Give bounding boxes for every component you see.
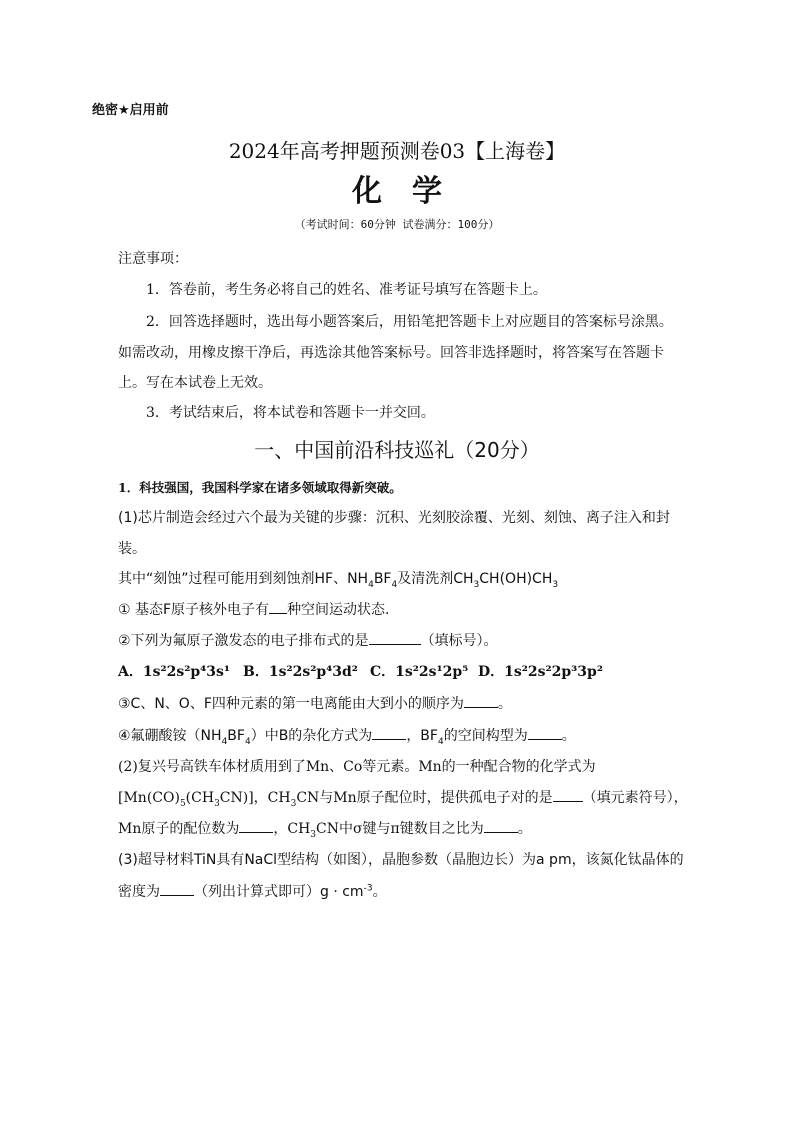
- answer-blank[interactable]: [369, 631, 421, 645]
- confidential-mark: 绝密★启用前: [92, 103, 169, 118]
- answer-blank[interactable]: [553, 788, 583, 802]
- answer-blank[interactable]: [269, 600, 287, 614]
- exam-title: 2024年高考押题预测卷03【上海卷】: [228, 139, 566, 163]
- answer-blank[interactable]: [160, 882, 194, 896]
- q1-part3-line-2: 密度为 （列出计算式即可）$g \cdot cm^{-3}$。: [118, 883, 387, 900]
- notice-item-2-line-2: 如需改动，用橡皮擦干净后，再选涂其他答案标号。回答非选择题时，将答案写在答题卡: [118, 345, 664, 361]
- notice-item-2-line-1: 2．回答选择题时，选出每小题答案后，用铅笔把答题卡上对应题目的答案标号涂黑。: [146, 314, 673, 330]
- q1-part2-line-3: Mn原子的配位数为 ，$CH_3CN$中σ键与π键数目之比为 。: [118, 821, 532, 840]
- q1-part3-line-1: (3)超导材料TiN具有NaCl型结构（如图），晶胞参数（晶胞边长）为a pm，该氮化钛晶体的: [118, 852, 684, 868]
- answer-blank[interactable]: [528, 726, 562, 740]
- q1-sub-a: ① 基态F原子核外电子有 种空间运动状态.: [118, 602, 390, 618]
- q1-part1-line-2: 装。: [118, 541, 146, 557]
- q1-sub-d: ④氟硼酸铵$(NH_4BF_4)$中B的杂化方式为 ，$BF_4$的空间构型为 。: [118, 728, 576, 747]
- option-c: C．1s²2s¹2p⁵: [370, 664, 469, 680]
- section-1-title: 一、中国前沿科技巡礼（20分）: [254, 438, 540, 462]
- q1-sub-b: ②下列为氟原子激发态的电子排布式的是 （填标号）。: [118, 633, 498, 649]
- q1-part2-line-2: $[Mn(CO)_5(CH_3CN)]$，$CH_3CN$与Mn原子配位时，提供孤电子对的是 （填元素符号），: [118, 790, 688, 809]
- q1-sub-c: ③C、N、O、F四种元素的第一电离能由大到小的顺序为 。: [118, 696, 512, 712]
- notice-item-3: 3．考试结束后，将本试卷和答题卡一并交回。: [146, 405, 435, 421]
- question-1-intro: 1．科技强国，我国科学家在诸多领域取得新突破。: [118, 480, 402, 495]
- answer-blank[interactable]: [464, 694, 498, 708]
- answer-blank[interactable]: [484, 819, 518, 833]
- answer-blank[interactable]: [239, 819, 273, 833]
- option-a: A．1s²2s²p⁴3s¹: [118, 664, 231, 680]
- subject-title: 化学: [352, 174, 472, 209]
- notice-item-2-line-3: 上。写在本试卷上无效。: [118, 375, 272, 391]
- notice-heading: 注意事项：: [118, 251, 188, 267]
- answer-blank[interactable]: [372, 726, 406, 740]
- q1-part1-line-3: 其中“刻蚀”过程可能用到刻蚀剂HF、$NH_4BF_4$及清洗剂$CH_3CH(OH)CH_3$: [118, 571, 559, 590]
- q1-part2-line-1: (2)复兴号高铁车体材质用到了Mn、Co等元素。Mn的一种配合物的化学式为: [118, 759, 596, 775]
- option-d: D．1s²2s²2p³3p²: [478, 664, 603, 680]
- exam-time-note: （考试时间：60分钟 试卷满分：100分）: [294, 218, 500, 231]
- option-b: B．1s²2s²p⁴3d²: [243, 664, 358, 680]
- q1-part1-line-1: (1)芯片制造会经过六个最为关键的步骤：沉积、光刻胶涂覆、光刻、刻蚀、离子注入和封: [118, 510, 670, 526]
- notice-item-1: 1．答卷前，考生务必将自己的姓名、准考证号填写在答题卡上。: [146, 282, 547, 298]
